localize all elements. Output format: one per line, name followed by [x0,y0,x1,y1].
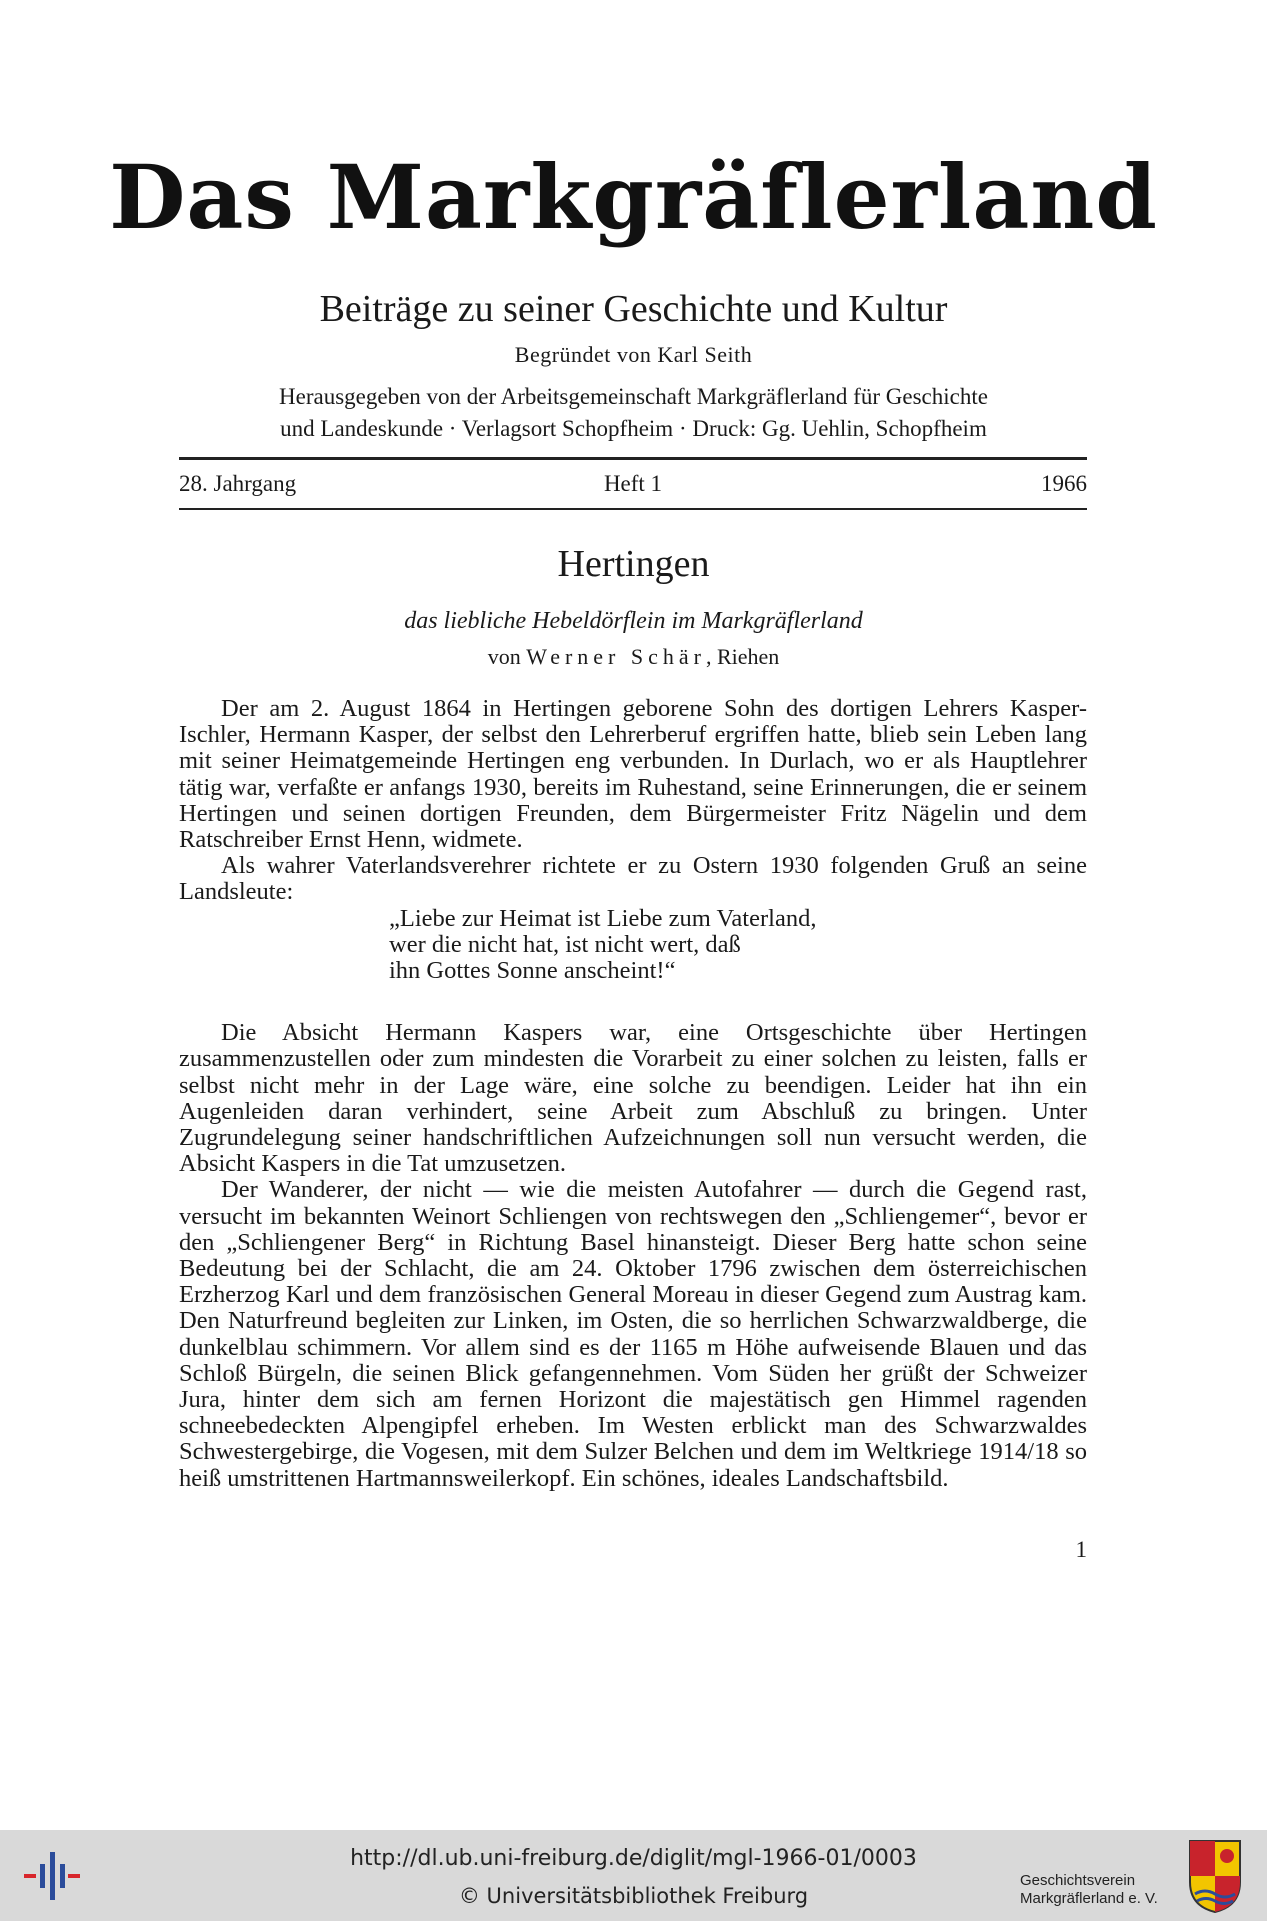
society-line-2: Markgräflerland e. V. [1020,1890,1158,1907]
journal-publisher [0,381,1267,445]
society-name [1020,1872,1180,1908]
permalink-url[interactable]: http://dl.ub.uni-freiburg.de/diglit/mgl-1966-01/0003 [350,1846,917,1871]
article-subtitle: das liebliche Hebeldörflein im Markgräflerland [404,608,863,634]
page-number: 1 [1075,1537,1087,1562]
footer-bar [0,1830,1267,1921]
publisher-line-2: und Landeskunde · Verlagsort Schopfheim · Druck: Gg. Uehlin, Schopfheim [280,416,987,441]
paragraph: Der Wanderer, der nicht — wie die meisten Autofahrer — durch die Gegend rast, versucht im bekannten Weinort Schliengen von rechtswegen den „Schliengemer“, bevor er den „Schliengener Berg“ in Richtung Basel hinansteigt. Dieser Berg hatte schon seine Bedeutung bei der Schlacht, die am 24. Oktober 1796 zwischen dem österreichischen Erzherzog Karl und dem französischen General Moreau in dieser Gegend zum Austrag kam. Den Naturfreund begleiten zur Linken, im Osten, die so herrlichen Schwarzwaldberge, die dunkelblau schimmern. Vor allem sind es der 1165 m Höhe aufweisende Blauen und das Schloß Bürgeln, die seinen Blick gefangennehmen. Vom Süden her grüßt der Schweizer Jura, hinter dem sich am fernen Horizont die majestätisch gen Himmel ragenden schneebedeckten Alpengipfel erheben. Im Westen erblickt man des Schwarzwaldes Schwestergebirge, die Vogesen, mit dem Sulzer Belchen und dem im Weltkriege 1914/18 so heiß umstrittenen Hartmannsweilerkopf. Ein schönes, ideales Landschaftsbild. [179,1176,1087,1492]
journal-founder: Begründet von Karl Seith [514,342,753,367]
article-title: Hertingen [557,543,710,585]
article-byline [0,642,1267,672]
publisher-line-1: Herausgegeben von der Arbeitsgemeinschaft Markgräflerland für Geschichte [279,384,988,409]
verse-line: „Liebe zur Heimat ist Liebe zum Vaterland, [389,904,817,932]
journal-subtitle: Beiträge zu seiner Geschichte und Kultur [319,288,948,330]
journal-title: Das Markgräflerland [109,145,1158,249]
society-line-1: Geschichtsverein [1020,1872,1136,1889]
article-body [179,696,1087,1492]
paragraph: Die Absicht Hermann Kaspers war, eine Ortsgeschichte über Hertingen zusammenzustellen oder zum mindesten die Vorarbeit zu einer solchen zu leisten, falls er selbst nicht mehr in der Lage wäre, eine solche zu beendigen. Leider hat ihn ein Augenleiden daran verhindert, seine Arbeit zum Abschluß zu bringen. Unter Zugrundelegung seiner handschriftlichen Aufzeichnungen soll nun versucht werden, die Absicht Kaspers in die Tat umzusetzen. [179,1019,1087,1178]
issue-year: 1966 [1041,471,1087,496]
verse-line: ihn Gottes Sonne anscheint!“ [389,957,676,985]
issue-info-row [179,468,1087,500]
coat-of-arms-icon[interactable] [1187,1838,1243,1914]
issue-number: Heft 1 [603,471,663,496]
byline-author: Werner Schär [526,644,706,669]
issue-rule-top [179,457,1087,460]
verse-quote [389,906,1087,985]
issue-rule-bottom [179,508,1087,510]
byline-prefix: von [487,644,521,669]
issue-volume: 28. Jahrgang [179,471,297,496]
paragraph: Der am 2. August 1864 in Hertingen geborene Sohn des dortigen Lehrers Kasper-Ischler, Hermann Kasper, der selbst den Lehrerberuf ergriffen hatte, blieb sein Leben lang mit seiner Heimatgemeinde Hertingen eng verbunden. In Durlach, wo er als Hauptlehrer tätig war, verfaßte er anfangs 1930, bereits im Ruhestand, seine Erinnerungen, die er seinem Hertingen und seinen dortigen Freunden, dem Bürgermeister Fritz Nägelin und dem Ratschreiber Ernst Henn, widmete. [179,695,1087,854]
verse-line: wer die nicht hat, ist nicht wert, daß [389,930,741,958]
paragraph: Als wahrer Vaterlandsverehrer richtete er zu Ostern 1930 folgenden Gruß an seine Landsleute: [179,852,1087,906]
byline-suffix: , Riehen [705,644,780,669]
copyright-notice: © Universitätsbibliothek Freiburg [458,1884,809,1908]
